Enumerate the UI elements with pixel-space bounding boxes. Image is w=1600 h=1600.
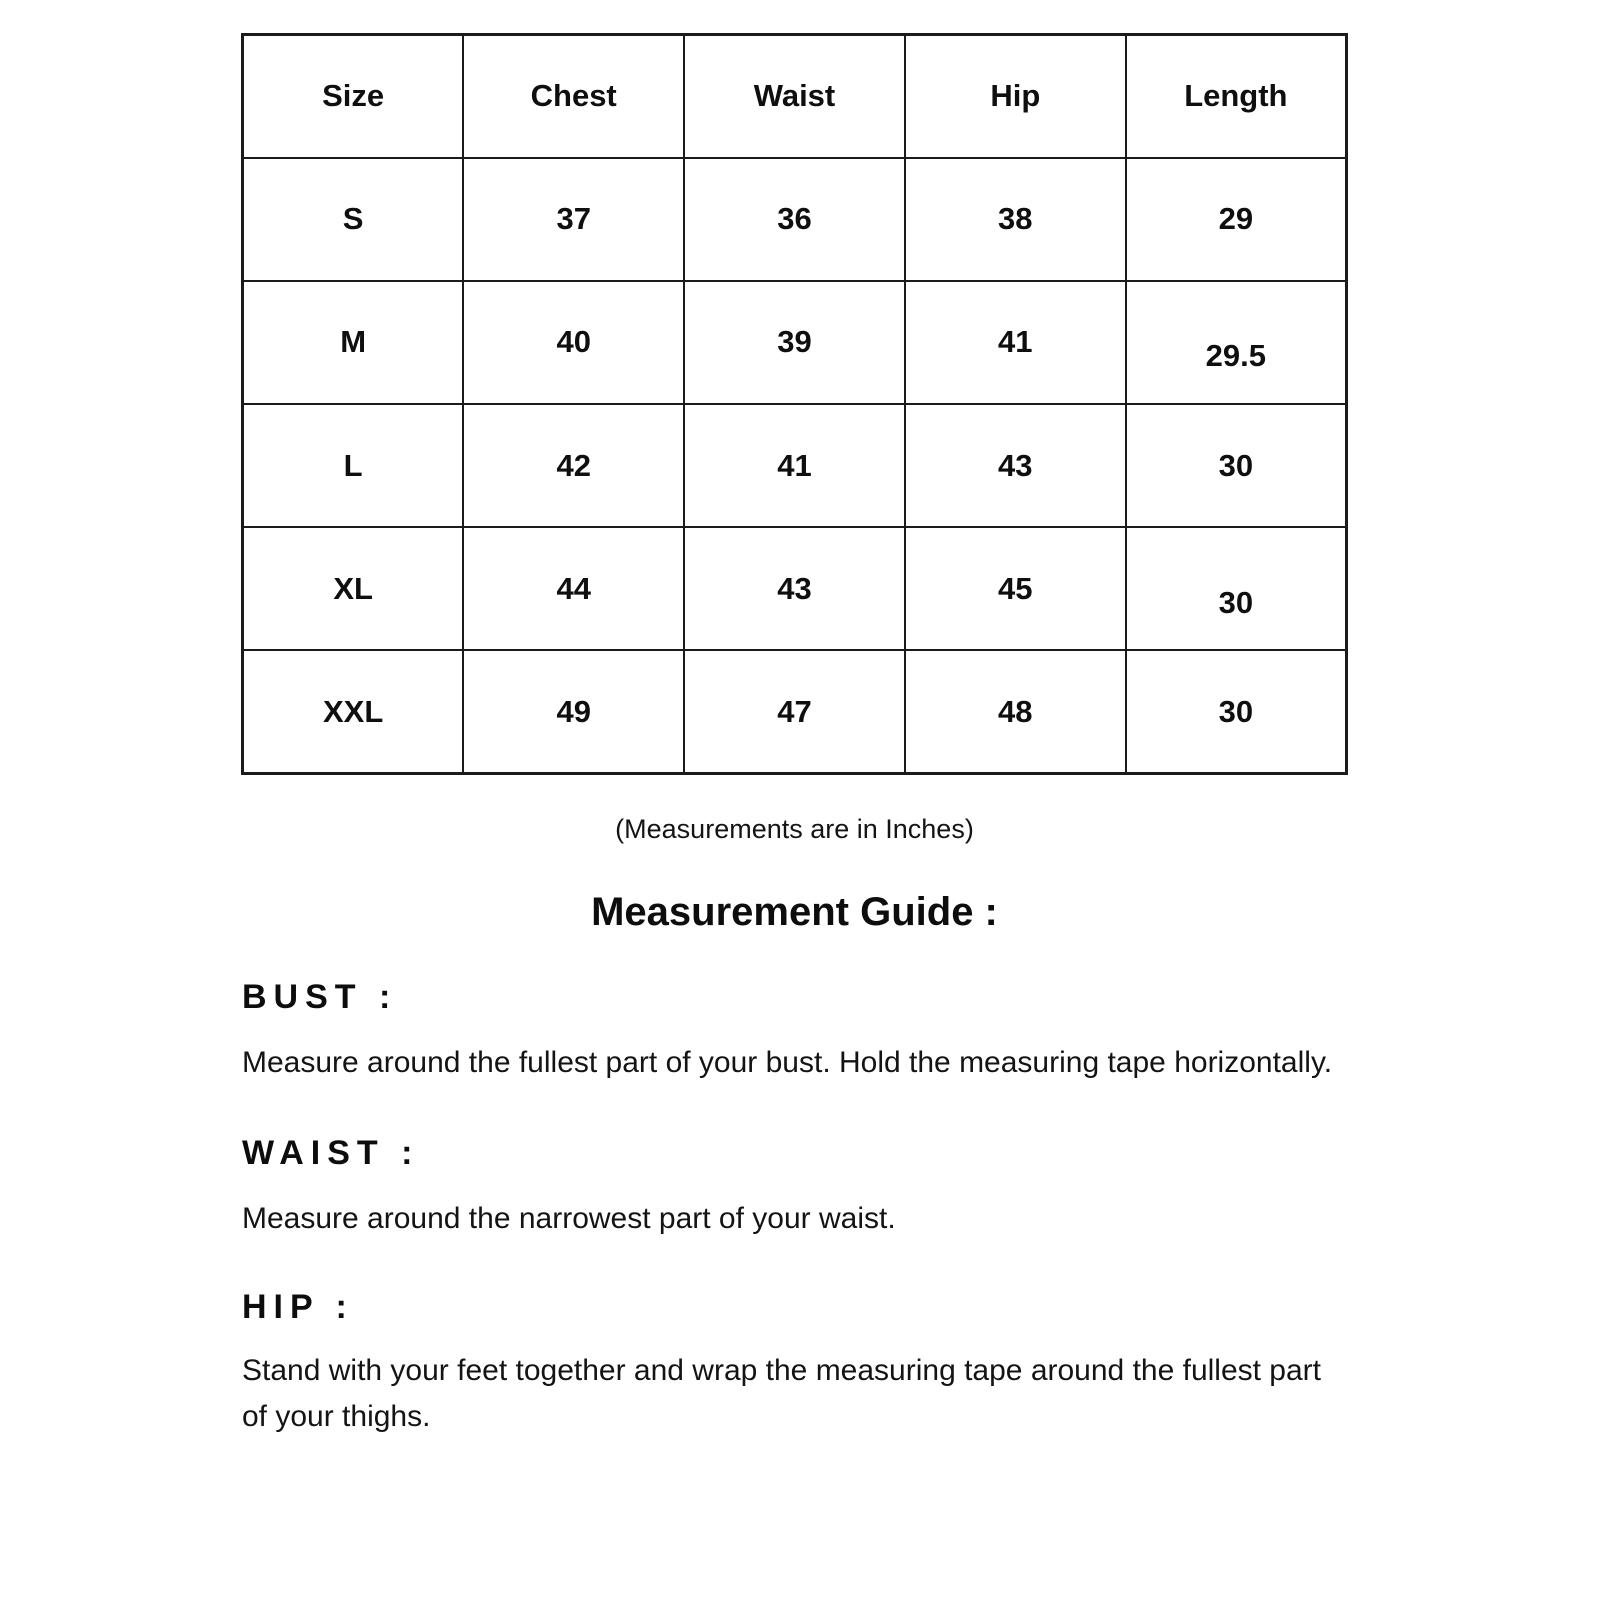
waist-cell — [684, 404, 905, 527]
size-cell — [243, 281, 464, 404]
hip-value: 48 — [998, 693, 1033, 729]
table-row — [243, 404, 1347, 527]
chest-value: 49 — [556, 693, 591, 729]
hip-cell — [905, 650, 1126, 773]
waist-section-body: Measure around the narrowest part of your waist. — [242, 1202, 896, 1235]
measurement-guide-title: Measurement Guide : — [591, 890, 998, 934]
waist-value: 43 — [777, 570, 812, 606]
bust-section-body: Measure around the fullest part of your bust. Hold the measuring tape horizontally. — [242, 1046, 1333, 1079]
length-cell — [1126, 527, 1347, 650]
size-cell — [243, 650, 464, 773]
chest-value: 44 — [556, 570, 591, 606]
hip-value: 38 — [998, 201, 1033, 237]
table-row — [243, 527, 1347, 650]
chest-cell — [463, 650, 684, 773]
chest-value: 40 — [556, 324, 591, 360]
waist-section-heading: WAIST : — [242, 1134, 420, 1172]
waist-cell — [684, 158, 905, 281]
size-cell — [243, 158, 464, 281]
waist-cell — [684, 281, 905, 404]
length-cell — [1126, 158, 1347, 281]
column-header-hip: Hip — [905, 35, 1126, 158]
hip-section-body: Stand with your feet together and wrap the measuring tape around the fullest part of your thighs. — [242, 1354, 1322, 1433]
waist-cell — [684, 527, 905, 650]
hip-value: 43 — [998, 447, 1033, 483]
length-cell — [1126, 650, 1347, 773]
hip-section-heading: HIP : — [242, 1288, 354, 1326]
waist-value: 47 — [777, 693, 812, 729]
hip-cell — [905, 281, 1126, 404]
length-value: 30 — [1218, 693, 1254, 729]
chest-cell — [463, 281, 684, 404]
size-chart-header-row — [243, 35, 1347, 158]
waist-value: 39 — [777, 324, 812, 360]
length-value: 29 — [1218, 201, 1254, 237]
waist-cell — [684, 650, 905, 773]
hip-cell — [905, 527, 1126, 650]
length-value: 30 — [1218, 584, 1254, 620]
waist-value: 41 — [777, 447, 812, 483]
size-cell — [243, 404, 464, 527]
hip-cell — [905, 404, 1126, 527]
column-header-waist: Waist — [684, 35, 905, 158]
size-label: S — [342, 201, 364, 237]
size-chart-table — [241, 33, 1348, 775]
hip-value: 41 — [998, 324, 1033, 360]
size-label: XL — [333, 570, 373, 606]
waist-value: 36 — [777, 201, 812, 237]
length-value: 30 — [1218, 447, 1254, 483]
chest-cell — [463, 158, 684, 281]
column-header-size: Size — [243, 35, 464, 158]
length-value: 29.5 — [1205, 338, 1267, 374]
hip-cell — [905, 158, 1126, 281]
size-label: M — [340, 324, 367, 360]
hip-value: 45 — [998, 570, 1033, 606]
size-label: XXL — [323, 693, 384, 729]
chest-value: 42 — [556, 447, 591, 483]
table-row — [243, 650, 1347, 773]
size-cell — [243, 527, 464, 650]
length-cell — [1126, 404, 1347, 527]
size-label: L — [343, 447, 363, 483]
bust-section-heading: BUST : — [242, 978, 398, 1016]
units-note: (Measurements are in Inches) — [615, 814, 974, 844]
length-cell — [1126, 281, 1347, 404]
column-header-chest: Chest — [463, 35, 684, 158]
table-row — [243, 158, 1347, 281]
chest-value: 37 — [556, 201, 591, 237]
column-header-length: Length — [1126, 35, 1347, 158]
table-row — [243, 281, 1347, 404]
chest-cell — [463, 404, 684, 527]
chest-cell — [463, 527, 684, 650]
